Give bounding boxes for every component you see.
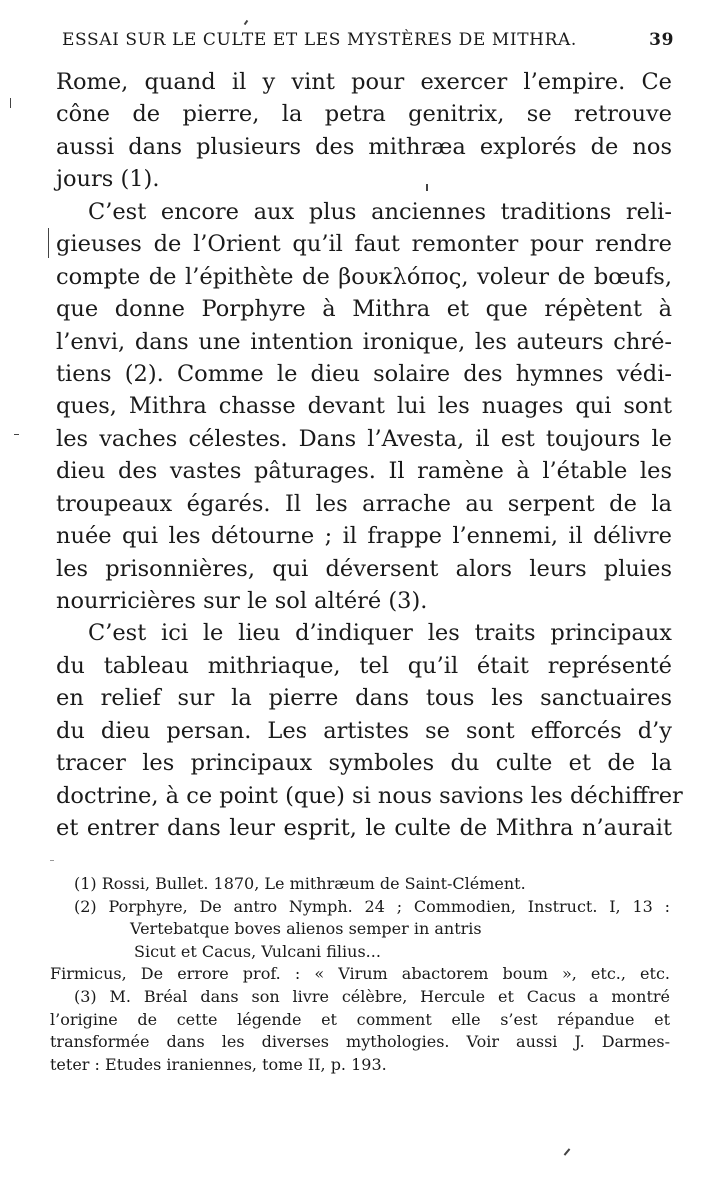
footnote-line: l’origine de cette légende et comment elle s’est répandue et — [50, 1009, 670, 1029]
text-line: du tableau mithriaque, tel qu’il était représenté — [56, 652, 672, 679]
scan-speck — [10, 98, 11, 108]
body-text — [56, 66, 683, 845]
footnote-line: (1) Rossi, Bullet. 1870, Le mithræum de Saint-Clément. — [74, 874, 526, 893]
text-line: compte de l’épithète de βουκλόπος, voleur de bœufs, — [56, 263, 672, 290]
footnote-line: (2) Porphyre, De antro Nymph. 24 ; Commodien, Instruct. I, 13 : — [74, 896, 670, 916]
running-title: ESSAI SUR LE CULTE ET LES MYSTÈRES DE MITHRA. — [62, 30, 577, 50]
text-line: nuée qui les détourne ; il frappe l’ennemi, il délivre — [56, 523, 672, 550]
footnote-verse-line: Sicut et Cacus, Vulcani filius... — [134, 941, 381, 961]
paragraph-start-line: C’est encore aux plus anciennes traditions reli- — [88, 198, 672, 225]
footnote-line: (3) M. Bréal dans son livre célèbre, Hercule et Cacus a montré — [74, 986, 670, 1006]
text-line: Rome, quand il y vint pour exercer l’empire. Ce — [56, 69, 672, 95]
text-line: aussi dans plusieurs des mithræa explorés de nos — [56, 133, 672, 160]
text-line: du dieu persan. Les artistes se sont efforcés d’y — [56, 717, 672, 744]
paragraph-start-line: C’est ici le lieu d’indiquer les traits principaux — [88, 620, 672, 647]
page-number: 39 — [649, 30, 674, 50]
scan-speck — [14, 434, 19, 435]
footnote-line: teter : Etudes iraniennes, tome II, p. 193. — [50, 1054, 387, 1074]
text-line: les vaches célestes. Dans l’Avesta, il est toujours le — [56, 425, 672, 452]
text-line: cône de pierre, la petra genitrix, se retrouve — [56, 101, 672, 128]
scan-speck — [48, 228, 49, 258]
text-line: en relief sur la pierre dans tous les sanctuaires — [56, 685, 672, 712]
scan-speck — [564, 1148, 571, 1155]
footnotes — [50, 873, 670, 1076]
text-line: gieuses de l’Orient qu’il faut remonter pour rendre — [56, 231, 672, 258]
text-line: dieu des vastes pâturages. Il ramène à l’étable les — [56, 458, 672, 485]
text-line: ques, Mithra chasse devant lui les nuages qui sont — [56, 393, 672, 420]
footnote-verse-line: Vertebatque boves alienos semper in antris — [130, 919, 482, 939]
text-line: tiens (2). Comme le dieu solaire des hymnes védi- — [56, 360, 672, 387]
text-line: que donne Porphyre à Mithra et que répètent à — [56, 296, 672, 323]
text-line: tracer les principaux symboles du culte et de la — [56, 750, 672, 777]
scan-speck — [426, 184, 428, 191]
text-line: jours (1). — [56, 166, 160, 193]
text-line: doctrine, à ce point (que) si nous savions les déchiffrer — [56, 782, 683, 809]
text-line: les prisonnières, qui déversent alors leurs pluies — [56, 555, 672, 582]
footnote-line: Firmicus, De errore prof. : « Virum abactorem boum », etc., etc. — [50, 964, 670, 984]
text-line: et entrer dans leur esprit, le culte de Mithra n’aurait — [56, 815, 672, 842]
text-line: l’envi, dans une intention ironique, les auteurs chré- — [56, 328, 672, 355]
footnote-line: transformée dans les diverses mythologies. Voir aussi J. Darmes- — [50, 1032, 670, 1052]
running-head — [62, 30, 674, 54]
text-line: nourricières sur le sol altéré (3). — [56, 588, 428, 614]
text-line: troupeaux égarés. Il les arrache au serpent de la — [56, 490, 672, 517]
scan-speck — [244, 20, 249, 25]
footnote-rule — [50, 860, 54, 861]
